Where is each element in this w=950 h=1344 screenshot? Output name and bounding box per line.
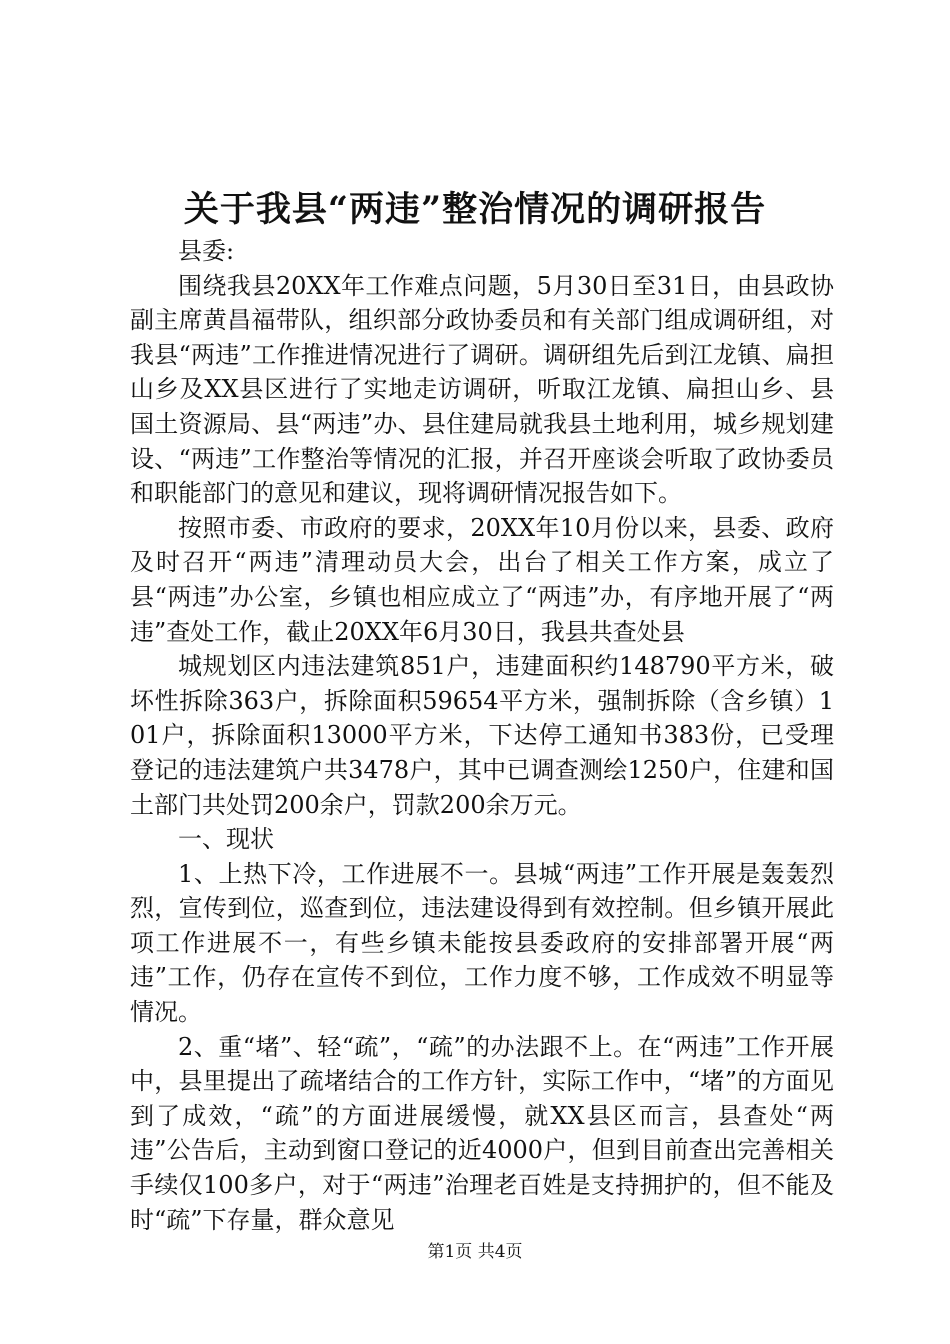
paragraph-background: 按照市委、市政府的要求，20XX年10月份以来，县委、政府及时召开“两违”清理动员大会，出台了相关工作方案，成立了县“两违”办公室，乡镇也相应成立了“两违”办，有序地开展了“两违”查处工作，截止20XX年6月30日，我县共查处县 xyxy=(130,513,834,646)
page-footer: 第1页 共4页 xyxy=(427,1242,523,1262)
section-heading-status: 一、现状 xyxy=(178,825,274,854)
salutation: 县委: xyxy=(178,237,235,265)
document-title: 关于我县“两违”整治情况的调研报告 xyxy=(183,189,767,230)
paragraph-point-2: 2、重“堵”、轻“疏”，“疏”的办法跟不上。在“两违”工作开展中，县里提出了疏堵结合的工作方针，实际工作中，“堵”的方面见到了成效，“疏”的方面进展缓慢，就XX县区而言，县查处“两违”公告后，主动到窗口登记的近4000户，但到目前查出完善相关手续仅100多户，对于“两违”治理老百姓是支持拥护的，但不能及时“疏”下存量，群众意见 xyxy=(130,1032,834,1234)
document-body xyxy=(130,234,834,1237)
paragraph-statistics: 城规划区内违法建筑851户，违建面积约148790平方米，破坏性拆除363户，拆除面积59654平方米，强制拆除（含乡镇）101户，拆除面积13000平方米，下达停工通知书383份，已受理登记的违法建筑户共3478户，其中已调查测绘1250户，住建和国土部门共处罚200余户，罚款200余万元。 xyxy=(130,652,834,819)
paragraph-point-1: 1、上热下冷，工作进展不一。县城“两违”工作开展是轰轰烈烈，宣传到位，巡查到位，违法建设得到有效控制。但乡镇开展此项工作进展不一，有些乡镇未能按县委政府的安排部署开展“两违”工作，仍存在宣传不到位，工作力度不够，工作成效不明显等情况。 xyxy=(130,859,834,1027)
paragraph-intro: 围绕我县20XX年工作难点问题，5月30日至31日，由县政协副主席黄昌福带队，组织部分政协委员和有关部门组成调研组，对我县“两违”工作推进情况进行了调研。调研组先后到江龙镇、扁担山乡及XX县区进行了实地走访调研，听取江龙镇、扁担山乡、县国土资源局、县“两违”办、县住建局就我县土地利用，城乡规划建设、“两违”工作整治等情况的汇报，并召开座谈会听取了政协委员和职能部门的意见和建议，现将调研情况报告如下。 xyxy=(130,271,834,508)
